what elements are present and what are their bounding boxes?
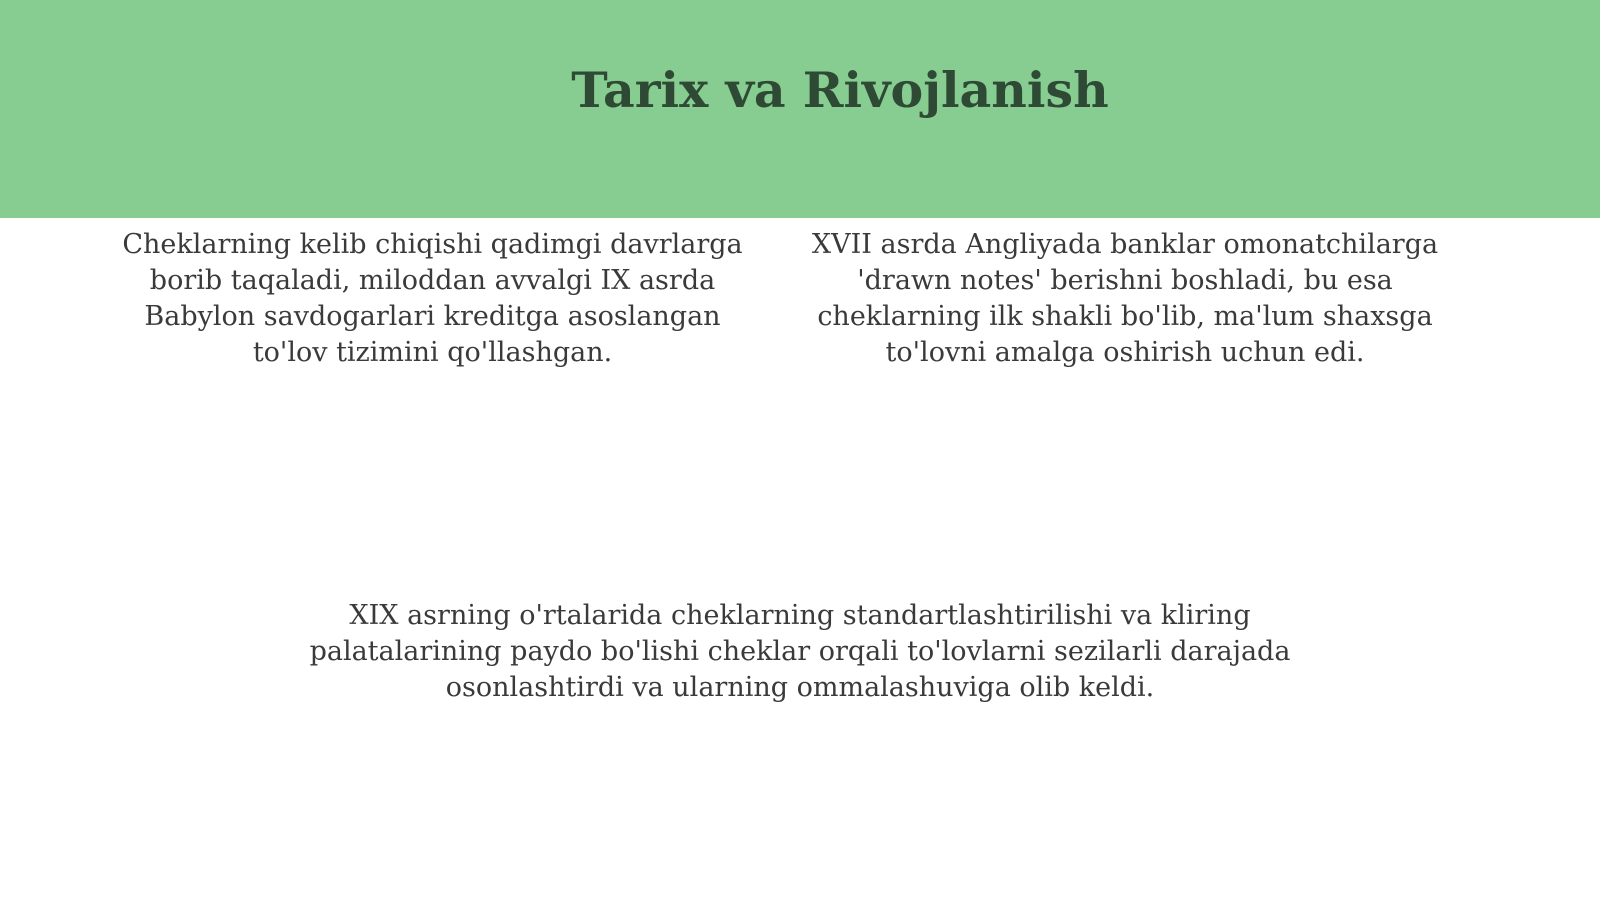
paragraph-bottom: XIX asrning o'rtalarida cheklarning standartlashtirilishi va kliring palatalarining paydo bo'lishi cheklar orqali to'lovlarni sezilarli darajada osonlashtirdi va ularning ommalashuviga olib keldi. [309,600,1291,703]
paragraph-left: Cheklarning kelib chiqishi qadimgi davrlarga borib taqaladi, miloddan avvalgi IX asrda Babylon savdogarlari kreditga asoslangan to'lov tizimini qo'llashgan. [122,229,743,368]
slide-title: Tarix va Rivojlanish [571,61,1109,119]
paragraph-right: XVII asrda Angliyada banklar omonatchilarga 'drawn notes' berishni boshladi, bu esa cheklarning ilk shakli bo'lib, ma'lum shaxsga to'lovni amalga oshirish uchun edi. [811,229,1439,368]
